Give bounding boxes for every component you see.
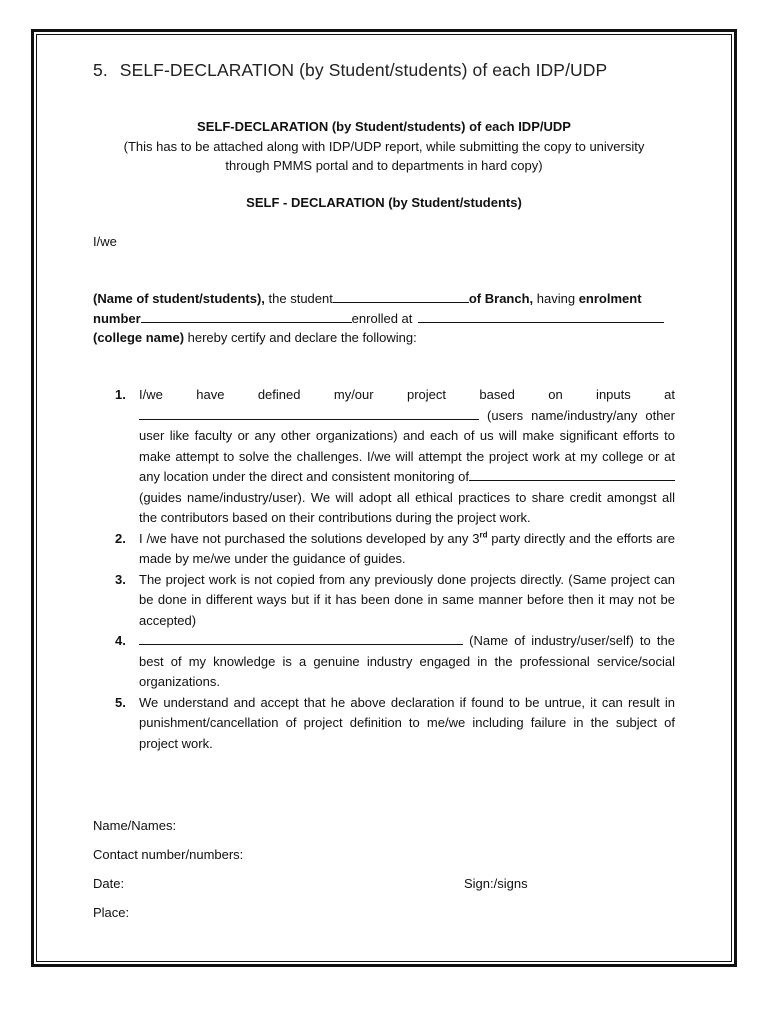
declaration-note-line2: through PMMS portal and to departments in hard copy) <box>225 158 543 173</box>
item-number: 1. <box>115 387 126 402</box>
names-label: Name/Names: <box>93 818 177 833</box>
inputs-at-blank[interactable] <box>139 407 479 420</box>
enrolled-at-blank[interactable] <box>418 310 664 323</box>
student-details-line1 <box>93 289 675 309</box>
declaration-item <box>93 693 675 755</box>
item-number: 4. <box>115 633 126 648</box>
section-number: 5. <box>93 60 108 80</box>
item-1-text-b: (users name/industry/any other user like faculty or any other organizations) and each of us will make significant efforts to make attempt to solve the challenges. I/we will attempt the project work at my college or at any location under the direct and consistent monitoring of <box>139 407 675 484</box>
date-label: Date: <box>93 876 125 891</box>
sign-label: Sign:/signs <box>464 876 528 891</box>
certify-text: hereby certify and declare the following: <box>184 330 417 345</box>
declaration-list <box>93 385 675 754</box>
declaration-header <box>93 117 675 176</box>
declaration-item <box>93 570 675 632</box>
iwe-label: I/we <box>93 234 117 249</box>
industry-name-blank[interactable] <box>139 632 463 645</box>
declaration-title: SELF-DECLARATION (by Student/students) of each IDP/UDP <box>197 119 571 134</box>
item-2-text-b: party directly and the efforts are made by me/we under the guidance of guides. <box>139 530 675 566</box>
item-2-superscript: rd <box>479 530 488 540</box>
the-student-text: the student <box>264 291 333 306</box>
guides-name-blank[interactable] <box>469 468 675 481</box>
place-label: Place: <box>93 905 130 920</box>
student-details-line3 <box>93 328 675 348</box>
enrolment-number-blank[interactable] <box>141 310 352 323</box>
section-heading <box>93 60 607 81</box>
student-details-paragraph <box>93 289 675 348</box>
enrolled-at-text: enrolled at <box>351 310 413 326</box>
declaration-note-line1: (This has to be attached along with IDP/UDP report, while submitting the copy to university <box>123 138 645 154</box>
college-name-label: (college name) <box>93 330 185 345</box>
item-1-text-a: I/we have defined my/our project based on inputs at <box>139 387 675 402</box>
number-label: number <box>93 310 141 326</box>
of-branch-label: of Branch, <box>468 291 534 306</box>
declaration-item <box>93 529 675 570</box>
contact-label: Contact number/numbers: <box>93 847 244 862</box>
section-title: SELF-DECLARATION (by Student/students) of each IDP/UDP <box>119 60 608 80</box>
item-1-text-c: (guides name/industry/user). We will adopt all ethical practices to share credit amongst all the contributors based on their contributions during the project work. <box>139 489 675 525</box>
declaration-item <box>93 631 675 693</box>
name-of-students-label: (Name of student/students), <box>93 291 265 306</box>
declaration-item <box>93 385 675 529</box>
item-2-text-a: I /we have not purchased the solutions developed by any 3 <box>139 530 480 546</box>
item-5-text: We understand and accept that he above declaration if found to be untrue, it can result in punishment/cancellation of project definition to me/we including failure in the subject of project work. <box>139 694 675 751</box>
student-details-line2 <box>93 309 675 329</box>
having-text: having <box>533 291 579 306</box>
item-number: 5. <box>115 694 126 710</box>
item-number: 2. <box>115 530 126 546</box>
item-4-text: (Name of industry/user/self) to the best of my knowledge is a genuine industry engaged in the professional service/social organizations. <box>139 633 675 689</box>
declaration-subtitle: SELF - DECLARATION (by Student/students) <box>246 195 522 210</box>
item-3-text: The project work is not copied from any previously done projects directly. (Same project can be done in different ways but if it has been done in same manner before then it may not be accepted) <box>139 571 675 628</box>
student-name-blank[interactable] <box>333 290 469 303</box>
enrolment-label: enrolment <box>578 291 642 306</box>
item-number: 3. <box>115 571 126 587</box>
